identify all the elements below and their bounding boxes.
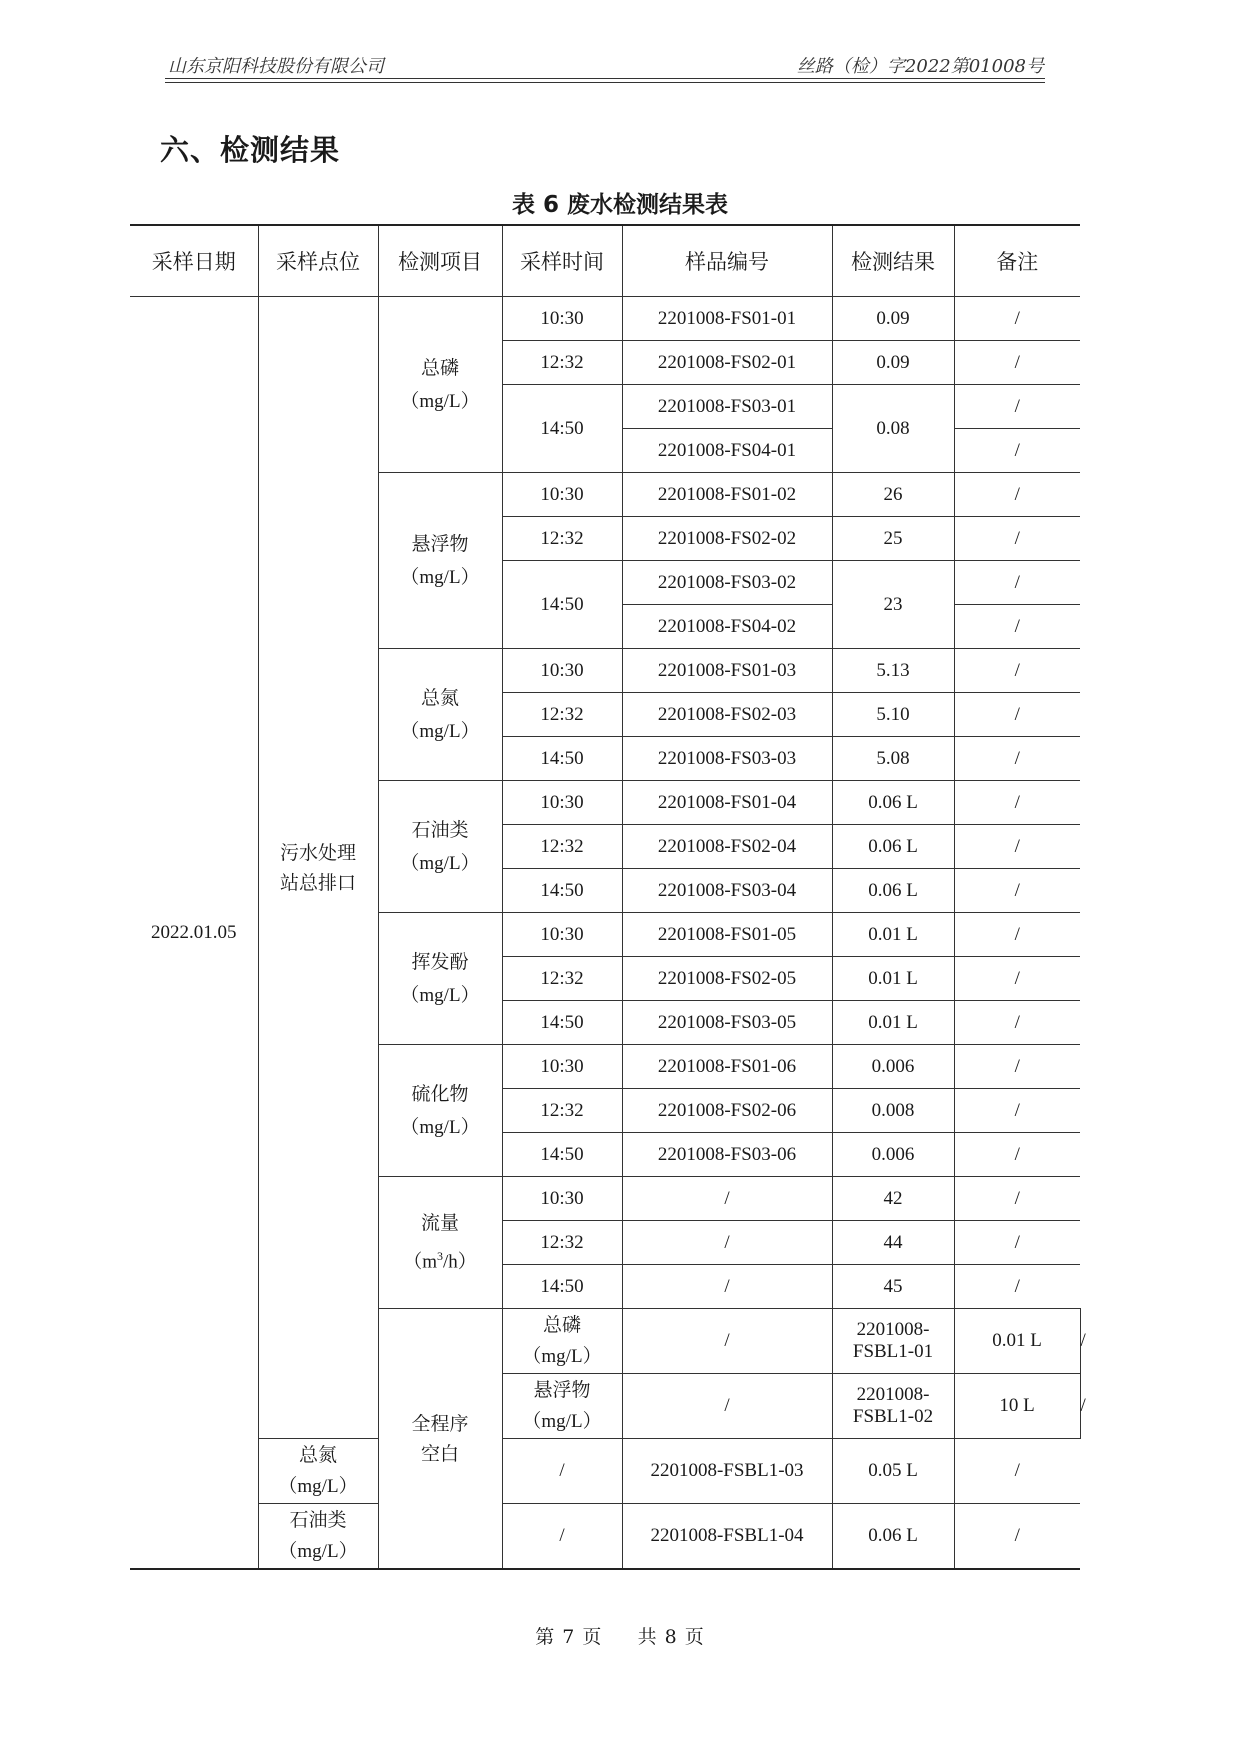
time-cell: 10:30 [502, 473, 622, 517]
note-cell: / [954, 693, 1080, 737]
time-cell: 12:32 [502, 1089, 622, 1133]
col-header-sample: 样品编号 [622, 225, 832, 297]
sample-cell: 2201008-FS02-06 [622, 1089, 832, 1133]
item-cell: 悬浮物 （mg/L） [502, 1374, 622, 1439]
time-cell: 12:32 [502, 517, 622, 561]
item-cell: 石油类 （mg/L） [258, 1504, 378, 1570]
time-cell: 10:30 [502, 781, 622, 825]
result-cell: 0.01 L [832, 957, 954, 1001]
sample-cell: 2201008-FS01-05 [622, 913, 832, 957]
note-cell: / [954, 1221, 1080, 1265]
time-cell: 14:50 [502, 1265, 622, 1309]
note-cell: / [954, 957, 1080, 1001]
header-rule-thin [165, 82, 1045, 83]
header-rule [165, 78, 1045, 79]
result-cell: 0.01 L [954, 1309, 1080, 1374]
result-cell: 0.09 [832, 297, 954, 341]
result-cell: 25 [832, 517, 954, 561]
sample-cell: 2201008-FS04-02 [622, 605, 832, 649]
result-cell: 26 [832, 473, 954, 517]
result-cell: 0.09 [832, 341, 954, 385]
note-cell: / [954, 1133, 1080, 1177]
note-cell: / [954, 1177, 1080, 1221]
result-cell: 42 [832, 1177, 954, 1221]
sample-cell: 2201008-FS01-01 [622, 297, 832, 341]
note-cell: / [954, 737, 1080, 781]
wastewater-results-table [130, 224, 1086, 1570]
note-cell: / [954, 341, 1080, 385]
col-header-time: 采样时间 [502, 225, 622, 297]
sample-cell: 2201008-FS03-03 [622, 737, 832, 781]
time-cell: 14:50 [502, 1133, 622, 1177]
table-row [130, 297, 1080, 341]
time-cell: 12:32 [502, 825, 622, 869]
sample-cell: 2201008-FS03-02 [622, 561, 832, 605]
result-cell: 0.01 L [832, 913, 954, 957]
note-cell: / [954, 1089, 1080, 1133]
col-header-date: 采样日期 [130, 225, 258, 297]
page-number: 第 7 页 [535, 1626, 603, 1648]
result-cell: 5.13 [832, 649, 954, 693]
sample-cell: 2201008-FSBL1-01 [832, 1309, 954, 1374]
item-cell: 总磷 （mg/L） [502, 1309, 622, 1374]
section-title: 六、检测结果 [160, 133, 341, 167]
time-cell: / [622, 1374, 832, 1439]
note-cell: / [954, 605, 1080, 649]
note-cell: / [954, 1045, 1080, 1089]
result-cell: 0.06 L [832, 781, 954, 825]
sample-cell: 2201008-FS01-03 [622, 649, 832, 693]
sample-cell: 2201008-FS01-02 [622, 473, 832, 517]
result-cell: 0.01 L [832, 1001, 954, 1045]
col-header-item: 检测项目 [378, 225, 502, 297]
item-cell: 总氮 （mg/L） [378, 649, 502, 781]
note-cell: / [954, 561, 1080, 605]
result-cell: 0.006 [832, 1133, 954, 1177]
note-cell: / [954, 1001, 1080, 1045]
item-cell: 挥发酚 （mg/L） [378, 913, 502, 1045]
note-cell: / [954, 517, 1080, 561]
result-cell: 0.06 L [832, 825, 954, 869]
time-cell: 12:32 [502, 1221, 622, 1265]
company-name: 山东京阳科技股份有限公司 [168, 56, 384, 77]
note-cell: / [954, 1439, 1080, 1504]
sampling-date-cell: 2022.01.05 [130, 297, 258, 1570]
result-cell: 0.008 [832, 1089, 954, 1133]
time-cell: / [502, 1439, 622, 1504]
table-row: 悬浮物 （mg/L） / 2201008-FSBL1-02 10 L / [130, 1374, 1080, 1439]
item-cell: 悬浮物 （mg/L） [378, 473, 502, 649]
item-cell: 硫化物 （mg/L） [378, 1045, 502, 1177]
time-cell: 12:32 [502, 693, 622, 737]
time-cell: 12:32 [502, 957, 622, 1001]
time-cell: 14:50 [502, 385, 622, 473]
col-header-note: 备注 [954, 225, 1080, 297]
time-cell: 14:50 [502, 561, 622, 649]
note-cell: / [954, 385, 1080, 429]
table-header-row [130, 225, 1080, 297]
sample-cell: / [622, 1265, 832, 1309]
result-cell: 44 [832, 1221, 954, 1265]
sample-cell: 2201008-FS02-04 [622, 825, 832, 869]
sample-cell: 2201008-FS03-01 [622, 385, 832, 429]
note-cell: / [954, 429, 1080, 473]
sample-cell: 2201008-FSBL1-03 [622, 1439, 832, 1504]
note-cell: / [954, 297, 1080, 341]
point-blank-cell: 全程序空白 [378, 1309, 502, 1570]
time-cell: 10:30 [502, 1045, 622, 1089]
sample-cell: 2201008-FS01-04 [622, 781, 832, 825]
result-cell: 10 L [954, 1374, 1080, 1439]
sample-cell: / [622, 1177, 832, 1221]
table-row [130, 1439, 1080, 1504]
col-header-result: 检测结果 [832, 225, 954, 297]
item-cell: 总氮 （mg/L） [258, 1439, 378, 1504]
result-cell: 0.08 [832, 385, 954, 473]
table-row: 全程序空白 总磷 （mg/L） / 2201008-FSBL1-01 0.01 L / [130, 1309, 1080, 1374]
sample-cell: 2201008-FS02-01 [622, 341, 832, 385]
item-cell: 石油类 （mg/L） [378, 781, 502, 913]
result-cell: 45 [832, 1265, 954, 1309]
note-cell: / [954, 649, 1080, 693]
sample-cell: 2201008-FS04-01 [622, 429, 832, 473]
sample-cell: 2201008-FSBL1-02 [832, 1374, 954, 1439]
time-cell: 12:32 [502, 341, 622, 385]
sample-cell: 2201008-FS02-02 [622, 517, 832, 561]
result-cell: 5.10 [832, 693, 954, 737]
col-header-point: 采样点位 [258, 225, 378, 297]
note-cell: / [954, 781, 1080, 825]
note-cell: / [954, 1265, 1080, 1309]
time-cell: 14:50 [502, 869, 622, 913]
result-cell: 5.08 [832, 737, 954, 781]
page-total: 共 8 页 [637, 1626, 705, 1648]
time-cell: 14:50 [502, 737, 622, 781]
time-cell: 10:30 [502, 649, 622, 693]
result-cell: 0.06 L [832, 869, 954, 913]
note-cell: / [954, 825, 1080, 869]
result-cell: 23 [832, 561, 954, 649]
note-cell: / [954, 473, 1080, 517]
page-footer [0, 1622, 1240, 1649]
sample-cell: 2201008-FSBL1-04 [622, 1504, 832, 1570]
result-cell: 0.05 L [832, 1439, 954, 1504]
sample-cell: 2201008-FS03-06 [622, 1133, 832, 1177]
result-cell: 0.06 L [832, 1504, 954, 1570]
note-cell: / [954, 869, 1080, 913]
time-cell: / [622, 1309, 832, 1374]
time-cell: 10:30 [502, 913, 622, 957]
point-main-cell: 污水处理站总排口 [258, 297, 378, 1439]
time-cell: 10:30 [502, 297, 622, 341]
sample-cell: 2201008-FS02-05 [622, 957, 832, 1001]
item-cell: 总磷 （mg/L） [378, 297, 502, 473]
sample-cell: 2201008-FS03-05 [622, 1001, 832, 1045]
time-cell: / [502, 1504, 622, 1570]
time-cell: 10:30 [502, 1177, 622, 1221]
sample-cell: 2201008-FS02-03 [622, 693, 832, 737]
sample-cell: 2201008-FS01-06 [622, 1045, 832, 1089]
note-cell: / [954, 913, 1080, 957]
report-number: 丝路（检）字2022第01008号 [796, 56, 1044, 77]
item-cell: 流量 $(m^3/h)$ [378, 1177, 502, 1309]
result-cell: 0.006 [832, 1045, 954, 1089]
table-row [130, 1504, 1080, 1570]
table-title: 表 6 废水检测结果表 [511, 192, 729, 218]
sample-cell: / [622, 1221, 832, 1265]
time-cell: 14:50 [502, 1001, 622, 1045]
sample-cell: 2201008-FS03-04 [622, 869, 832, 913]
note-cell: / [954, 1504, 1080, 1570]
